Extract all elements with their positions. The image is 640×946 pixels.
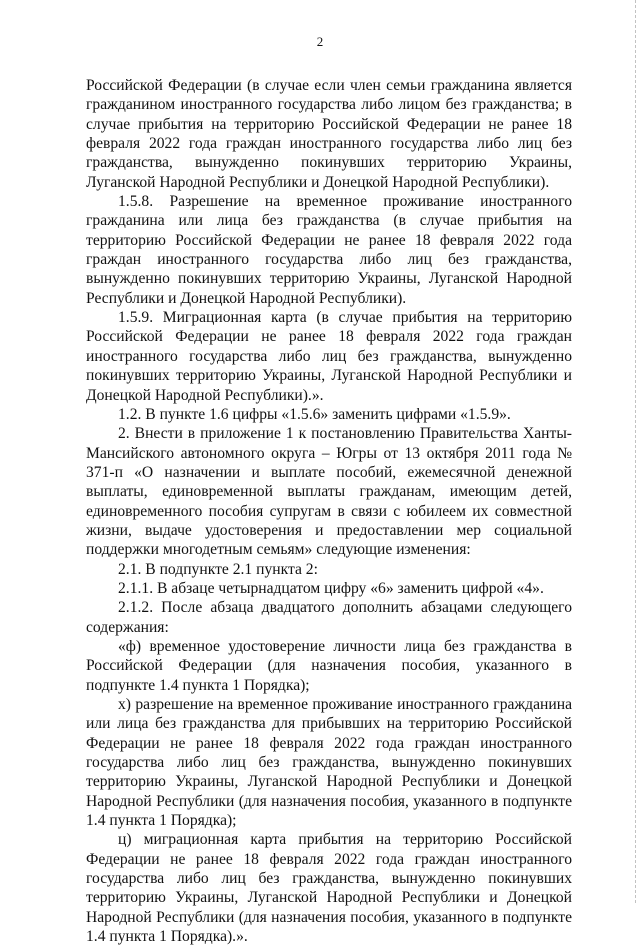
paragraph-continuation: Российской Федерации (в случае если член семьи гражданина является гражданином иностранного государства либо лицом без гражданства; в случае прибытия на территорию Российской Федерации не ранее 18 февраля 2022 года граждан иностранного государства либо лиц без гражданства, вынужденно покинувших территорию Украины, Луганской Народной Республики и Донецкой Народной Республики).: [86, 77, 572, 191]
paragraph-2-1: 2.1. В подпункте 2.1 пункта 2:: [118, 560, 318, 578]
paragraph-item-f: «ф) временное удостоверение личности лица без гражданства в Российской Федерации (для назначения пособия, указанного в подпункте 1.4 пункта 1 Порядка);: [86, 637, 572, 694]
page-number: 2: [316, 34, 324, 49]
scan-edge: [635, 0, 636, 905]
paragraph-1-2: 1.2. В пункте 1.6 цифры «1.5.6» заменить цифрами «1.5.9».: [118, 405, 511, 423]
paragraph-2: 2. Внести в приложение 1 к постановлению Правительства Ханты-Мансийского автономного округа – Югры от 13 октября 2011 года № 371-п «О назначении и выплате пособий, ежемесячной денежной выплаты, единовременной выплаты гражданам, имеющим детей, единовременного пособия супругам в связи с юбилеем их совместной жизни, выдаче удостоверения и предоставлении мер социальной поддержки многодетным семьям» следующие изменения:: [86, 425, 572, 559]
paragraph-item-ts: ц) миграционная карта прибытия на территорию Российской Федерации не ранее 18 февраля 2022 года граждан иностранного государства либо лиц без гражданства, вынужденно покинувших территорию Украины, Луганской Народной Республики и Донецкой Народной Республики (для назначения пособия, указанного в подпункте 1.4 пункта 1 Порядка).».: [86, 831, 572, 946]
paragraph-2-1-2: 2.1.2. После абзаца двадцатого дополнить абзацами следующего содержания:: [86, 599, 572, 636]
paragraph-1-5-9: 1.5.9. Миграционная карта (в случае прибытия на территорию Российской Федерации не ранее 18 февраля 2022 года граждан иностранного государства либо лиц без гражданства, вынужденно покинувших территорию Украины, Луганской Народной Республики и Донецкой Народной Республики).».: [86, 309, 572, 404]
document-body: [86, 76, 572, 946]
paragraph-1-5-8: 1.5.8. Разрешение на временное проживание иностранного гражданина или лица без гражданства (в случае прибытия на территорию Российской Федерации не ранее 18 февраля 2022 года граждан иностранного государства либо лиц без гражданства, вынужденно покинувших территорию Украины, Луганской Народной Республики и Донецкой Народной Республики).: [86, 193, 572, 307]
paragraph-item-kh: х) разрешение на временное проживание иностранного гражданина или лица без гражданства для прибывших на территорию Российской Федерации не ранее 18 февраля 2022 года граждан иностранного государства либо лиц без гражданства, вынужденно покинувших территорию Украины, Луганской Народной Республики и Донецкой Народной Республики (для назначения пособия, указанного в подпункте 1.4 пункта 1 Порядка);: [86, 696, 572, 830]
paragraph-2-1-1: 2.1.1. В абзаце четырнадцатом цифру «6» заменить цифрой «4».: [118, 579, 544, 597]
